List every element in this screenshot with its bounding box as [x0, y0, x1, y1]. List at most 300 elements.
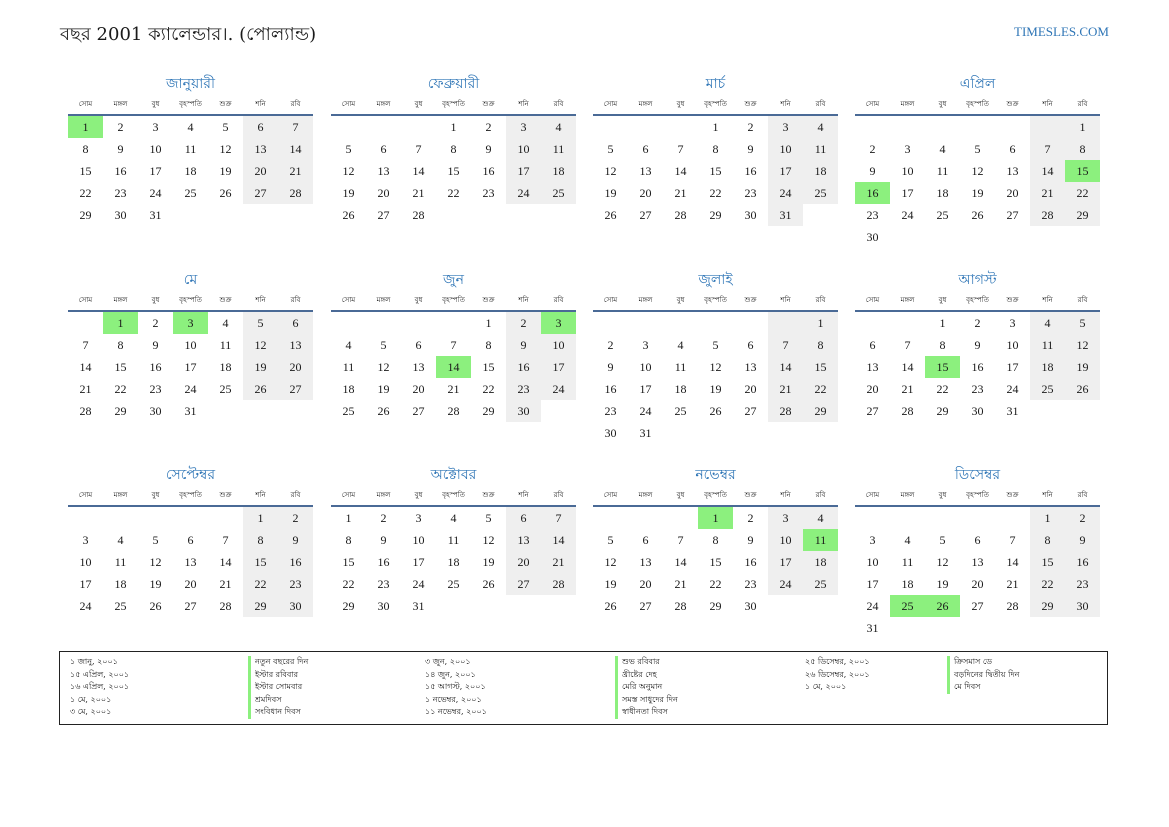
day-cell: 6	[187, 533, 194, 547]
day-cell: 30	[744, 208, 757, 222]
empty-day-cell	[1065, 617, 1100, 639]
day-cell: 5	[380, 338, 387, 352]
week-row	[593, 422, 838, 444]
day-cell: 26	[604, 208, 617, 222]
day-cell: 17	[184, 360, 197, 374]
day-cell: 26	[971, 208, 984, 222]
weekday-header	[331, 489, 576, 507]
empty-day-cell	[243, 204, 278, 226]
empty-day-cell	[925, 226, 960, 248]
month-title: সেপ্টেম্বর	[165, 467, 216, 483]
weekday-label: শুক্র	[219, 296, 232, 304]
day-cell: 8	[712, 142, 719, 156]
day-cell: 24	[866, 599, 879, 613]
weekday-label: বৃহস্পতি	[966, 100, 989, 108]
day-cell: 20	[506, 551, 541, 573]
day-cell: 2	[869, 142, 876, 156]
empty-day-cell	[925, 116, 960, 138]
weekday-label: সোম	[603, 491, 618, 499]
day-cell: 8	[1030, 529, 1065, 551]
day-cell: 19	[342, 186, 355, 200]
day-cell: 5	[607, 533, 614, 547]
empty-day-cell	[173, 204, 208, 226]
day-cell: 10	[184, 338, 197, 352]
day-cell: 19	[709, 382, 722, 396]
empty-day-cell	[995, 507, 1030, 529]
weekday-label: শনি	[255, 100, 266, 108]
day-cell: 22	[936, 382, 949, 396]
empty-day-cell	[663, 312, 698, 334]
day-cell: 24	[901, 208, 914, 222]
day-cell: 2	[506, 312, 541, 334]
day-cell: 26	[243, 378, 278, 400]
day-cell: 30	[377, 599, 390, 613]
page-title: বছর 2001 ক্যালেন্ডার।. (পোল্যান্ড)	[60, 24, 317, 45]
day-cell: 9	[607, 360, 614, 374]
empty-day-cell	[698, 312, 733, 334]
day-cell: 20	[377, 186, 390, 200]
day-cell: 6	[506, 507, 541, 529]
day-cell: 5	[1065, 312, 1100, 334]
day-cell: 9	[380, 533, 387, 547]
day-cell: 20	[1006, 186, 1019, 200]
holiday-date-column	[805, 656, 870, 694]
weekday-label: বুধ	[414, 296, 423, 304]
day-cell: 3	[869, 533, 876, 547]
day-cell: 16	[604, 382, 617, 396]
day-cell: 30	[1065, 595, 1100, 617]
day-cell: 29	[936, 404, 949, 418]
empty-day-cell	[331, 116, 366, 138]
day-cell: 30	[278, 595, 313, 617]
day-cell: 3	[152, 120, 159, 134]
weekday-label: বুধ	[676, 100, 685, 108]
day-cell: 1	[803, 312, 838, 334]
day-cell: 21	[674, 577, 687, 591]
day-cell: 1	[712, 120, 719, 134]
day-cell: 16	[1065, 551, 1100, 573]
month-title: অক্টোবর	[430, 467, 477, 483]
weekday-label: শনি	[518, 100, 529, 108]
week-row	[331, 182, 576, 204]
holiday-name: শুভ রবিবার	[615, 656, 678, 669]
day-cell: 26	[219, 186, 232, 200]
day-cell: 22	[1065, 182, 1100, 204]
empty-day-cell	[663, 116, 698, 138]
empty-day-cell	[663, 422, 698, 444]
week-row	[331, 356, 576, 378]
week-row	[68, 116, 313, 138]
day-cell: 31	[1006, 404, 1019, 418]
week-row	[331, 507, 576, 529]
day-cell: 24	[79, 599, 92, 613]
month-title: মার্চ	[705, 76, 726, 92]
day-cell: 2	[1065, 507, 1100, 529]
day-cell: 18	[541, 160, 576, 182]
day-cell: 18	[447, 555, 460, 569]
day-cell: 2	[747, 120, 754, 134]
month-title: ফেব্রুয়ারী	[427, 76, 480, 92]
weekday-label: শনি	[518, 491, 529, 499]
week-row	[593, 138, 838, 160]
day-cell: 5	[345, 142, 352, 156]
day-cell: 9	[506, 334, 541, 356]
weekday-label: সোম	[865, 100, 880, 108]
holiday-name: ইস্টার রবিবার	[248, 669, 308, 682]
month-title: মে	[183, 272, 198, 288]
day-cell: 11	[342, 360, 355, 374]
day-cell: 4	[1030, 312, 1065, 334]
day-cell: 16	[482, 164, 495, 178]
empty-day-cell	[890, 116, 925, 138]
day-cell: 3	[904, 142, 911, 156]
weekday-header	[593, 294, 838, 312]
empty-day-cell	[541, 204, 576, 226]
day-cell: 29	[79, 208, 92, 222]
day-cell: 17	[1006, 360, 1019, 374]
weekday-label: রবি	[553, 491, 564, 499]
day-cell: 10	[866, 555, 879, 569]
day-cell: 2	[278, 507, 313, 529]
month-block	[593, 270, 838, 444]
day-cell: 28	[1006, 599, 1019, 613]
day-cell: 8	[939, 338, 946, 352]
day-cell: 3	[415, 511, 422, 525]
weekday-label: বুধ	[938, 491, 947, 499]
day-cell: 14	[1006, 555, 1019, 569]
day-cell: 18	[219, 360, 232, 374]
day-cell: 13	[866, 360, 879, 374]
day-cell: 11	[184, 142, 197, 156]
empty-day-cell	[506, 204, 541, 226]
empty-day-cell	[960, 226, 995, 248]
day-cell: 16	[506, 356, 541, 378]
weekday-label: মঙ্গল	[638, 491, 653, 499]
week-row	[68, 378, 313, 400]
day-cell: 21	[1006, 577, 1019, 591]
day-cell: 8	[345, 533, 352, 547]
day-cell: 25	[890, 595, 925, 617]
empty-day-cell	[995, 116, 1030, 138]
day-cell: 25	[1030, 378, 1065, 400]
day-cell: 26	[709, 404, 722, 418]
empty-day-cell	[506, 595, 541, 617]
empty-day-cell	[733, 312, 768, 334]
day-cell: 7	[278, 116, 313, 138]
weekday-label: সোম	[603, 296, 618, 304]
holiday-name: খ্রীষ্টের দেহ	[615, 669, 678, 682]
day-cell: 17	[79, 577, 92, 591]
day-cell: 4	[677, 338, 684, 352]
weekday-label: শুক্র	[482, 296, 495, 304]
month-block	[68, 270, 313, 422]
day-cell: 21	[79, 382, 92, 396]
day-cell: 13	[506, 529, 541, 551]
day-cell: 14	[436, 356, 471, 378]
day-cell: 9	[974, 338, 981, 352]
day-cell: 4	[345, 338, 352, 352]
weekday-label: রবি	[1077, 100, 1088, 108]
weekday-label: শুক্র	[219, 100, 232, 108]
day-cell: 13	[1006, 164, 1019, 178]
day-cell: 1	[68, 116, 103, 138]
weekday-label: মঙ্গল	[113, 491, 128, 499]
week-row	[68, 400, 313, 422]
weekday-label: রবি	[815, 296, 826, 304]
day-cell: 15	[114, 360, 127, 374]
empty-day-cell	[803, 422, 838, 444]
day-cell: 8	[82, 142, 89, 156]
day-cell: 12	[971, 164, 984, 178]
week-row	[331, 116, 576, 138]
day-cell: 9	[869, 164, 876, 178]
week-row	[593, 182, 838, 204]
empty-day-cell	[890, 617, 925, 639]
day-cell: 29	[709, 208, 722, 222]
day-cell: 6	[747, 338, 754, 352]
day-cell: 21	[901, 382, 914, 396]
holiday-date-column	[425, 656, 487, 719]
day-cell: 28	[768, 400, 803, 422]
day-cell: 6	[243, 116, 278, 138]
day-cell: 5	[712, 338, 719, 352]
day-cell: 25	[447, 577, 460, 591]
empty-day-cell	[278, 400, 313, 422]
day-cell: 26	[149, 599, 162, 613]
day-cell: 2	[380, 511, 387, 525]
month-title: আগস্ট	[958, 272, 997, 288]
empty-day-cell	[436, 312, 471, 334]
day-cell: 1	[1030, 507, 1065, 529]
day-cell: 27	[639, 208, 652, 222]
day-cell: 28	[541, 573, 576, 595]
week-row	[68, 204, 313, 226]
day-cell: 18	[936, 186, 949, 200]
day-cell: 6	[415, 338, 422, 352]
day-cell: 18	[803, 551, 838, 573]
day-cell: 27	[412, 404, 425, 418]
empty-day-cell	[243, 400, 278, 422]
day-cell: 4	[803, 507, 838, 529]
holiday-name: ইস্টার সোমবার	[248, 681, 308, 694]
day-cell: 14	[278, 138, 313, 160]
day-cell: 6	[642, 142, 649, 156]
day-cell: 5	[222, 120, 229, 134]
weekday-label: রবি	[290, 296, 301, 304]
empty-day-cell	[768, 595, 803, 617]
day-cell: 8	[243, 529, 278, 551]
day-cell: 16	[744, 164, 757, 178]
day-cell: 22	[342, 577, 355, 591]
day-cell: 1	[450, 120, 457, 134]
day-cell: 17	[768, 551, 803, 573]
day-cell: 2	[607, 338, 614, 352]
day-cell: 3	[82, 533, 89, 547]
day-cell: 19	[604, 577, 617, 591]
weekday-label: রবি	[815, 100, 826, 108]
day-cell: 18	[114, 577, 127, 591]
week-row	[855, 573, 1100, 595]
day-cell: 15	[482, 360, 495, 374]
day-cell: 10	[1006, 338, 1019, 352]
weekday-label: রবি	[290, 491, 301, 499]
day-cell: 7	[541, 507, 576, 529]
day-cell: 15	[447, 164, 460, 178]
site-link[interactable]: TIMESLES.COM	[1014, 24, 1109, 39]
day-cell: 24	[541, 378, 576, 400]
empty-day-cell	[68, 312, 103, 334]
weekday-header	[593, 489, 838, 507]
day-cell: 12	[604, 555, 617, 569]
empty-day-cell	[855, 507, 890, 529]
day-cell: 29	[243, 595, 278, 617]
week-row	[68, 138, 313, 160]
day-cell: 27	[866, 404, 879, 418]
holiday-name-column	[947, 656, 1019, 694]
month-block	[593, 465, 838, 617]
day-cell: 8	[450, 142, 457, 156]
holiday-date: ৩ জুন, ২০০১	[425, 657, 471, 666]
holiday-date: ২৬ ডিসেম্বর, ২০০১	[805, 669, 870, 679]
day-cell: 17	[506, 160, 541, 182]
day-cell: 12	[243, 334, 278, 356]
weekday-header	[855, 489, 1100, 507]
day-cell: 31	[768, 204, 803, 226]
weekday-header	[68, 294, 313, 312]
day-cell: 3	[506, 116, 541, 138]
month-block	[68, 74, 313, 226]
day-cell: 20	[639, 186, 652, 200]
weekday-label: সোম	[865, 296, 880, 304]
day-cell: 3	[768, 507, 803, 529]
day-cell: 11	[803, 138, 838, 160]
day-cell: 5	[607, 142, 614, 156]
empty-day-cell	[803, 204, 838, 226]
day-cell: 23	[604, 404, 617, 418]
day-cell: 17	[768, 160, 803, 182]
day-cell: 7	[450, 338, 457, 352]
day-cell: 23	[278, 573, 313, 595]
week-row	[855, 138, 1100, 160]
weekday-label: শনি	[780, 296, 791, 304]
weekday-label: শুক্র	[744, 491, 757, 499]
empty-day-cell	[1065, 226, 1100, 248]
month-block	[855, 465, 1100, 639]
day-cell: 27	[1006, 208, 1019, 222]
day-cell: 31	[639, 426, 652, 440]
week-row	[68, 529, 313, 551]
weekday-label: শুক্র	[219, 491, 232, 499]
day-cell: 1	[345, 511, 352, 525]
day-cell: 25	[342, 404, 355, 418]
weekday-label: বৃহস্পতি	[442, 491, 465, 499]
weekday-label: মঙ্গল	[900, 100, 915, 108]
day-cell: 16	[149, 360, 162, 374]
weekday-label: শনি	[780, 491, 791, 499]
weekday-label: মঙ্গল	[376, 296, 391, 304]
day-cell: 5	[939, 533, 946, 547]
weekday-label: মঙ্গল	[900, 296, 915, 304]
day-cell: 8	[1065, 138, 1100, 160]
week-row	[593, 400, 838, 422]
day-cell: 11	[219, 338, 232, 352]
day-cell: 9	[117, 142, 124, 156]
day-cell: 26	[604, 599, 617, 613]
weekday-label: শনি	[1042, 100, 1053, 108]
day-cell: 27	[639, 599, 652, 613]
month-title: এপ্রিল	[959, 76, 996, 92]
weekday-label: সোম	[78, 491, 93, 499]
day-cell: 4	[117, 533, 124, 547]
day-cell: 26	[342, 208, 355, 222]
day-cell: 16	[377, 555, 390, 569]
day-cell: 21	[541, 551, 576, 573]
day-cell: 17	[639, 382, 652, 396]
week-row	[593, 378, 838, 400]
day-cell: 25	[803, 182, 838, 204]
day-cell: 24	[639, 404, 652, 418]
day-cell: 19	[936, 577, 949, 591]
day-cell: 7	[1009, 533, 1016, 547]
weekday-header	[855, 98, 1100, 116]
day-cell: 22	[447, 186, 460, 200]
weekday-label: রবি	[1077, 491, 1088, 499]
day-cell: 10	[768, 138, 803, 160]
weekday-label: রবি	[1077, 296, 1088, 304]
holiday-name: বড়দিনের দ্বিতীয় দিন	[947, 669, 1019, 682]
day-cell: 27	[184, 599, 197, 613]
holiday-date: ১ মে, ২০০১	[805, 682, 847, 692]
day-cell: 28	[219, 599, 232, 613]
empty-day-cell	[208, 204, 243, 226]
holiday-date: ২৫ ডিসেম্বর, ২০০১	[805, 657, 870, 666]
week-row	[593, 160, 838, 182]
day-cell: 21	[412, 186, 425, 200]
week-row	[331, 400, 576, 422]
day-cell: 24	[768, 573, 803, 595]
day-cell: 23	[377, 577, 390, 591]
day-cell: 10	[79, 555, 92, 569]
month-block	[68, 465, 313, 617]
empty-day-cell	[1030, 116, 1065, 138]
month-block	[331, 270, 576, 422]
day-cell: 3	[768, 116, 803, 138]
holiday-date: ১ নভেম্বর, ২০০১	[425, 694, 482, 704]
week-row	[855, 204, 1100, 226]
day-cell: 2	[152, 316, 159, 330]
weekday-label: শনি	[1042, 491, 1053, 499]
day-cell: 18	[1030, 356, 1065, 378]
day-cell: 22	[114, 382, 127, 396]
empty-day-cell	[628, 312, 663, 334]
day-cell: 25	[184, 186, 197, 200]
day-cell: 27	[243, 182, 278, 204]
day-cell: 19	[377, 382, 390, 396]
day-cell: 29	[482, 404, 495, 418]
day-cell: 13	[639, 164, 652, 178]
weekday-label: বৃহস্পতি	[966, 296, 989, 304]
weekday-label: বুধ	[151, 296, 160, 304]
empty-day-cell	[733, 422, 768, 444]
day-cell: 30	[744, 599, 757, 613]
day-cell: 4	[222, 316, 229, 330]
day-cell: 22	[243, 573, 278, 595]
day-cell: 24	[412, 577, 425, 591]
week-row	[593, 334, 838, 356]
day-cell: 11	[1030, 334, 1065, 356]
week-row	[593, 573, 838, 595]
weekday-label: মঙ্গল	[113, 296, 128, 304]
